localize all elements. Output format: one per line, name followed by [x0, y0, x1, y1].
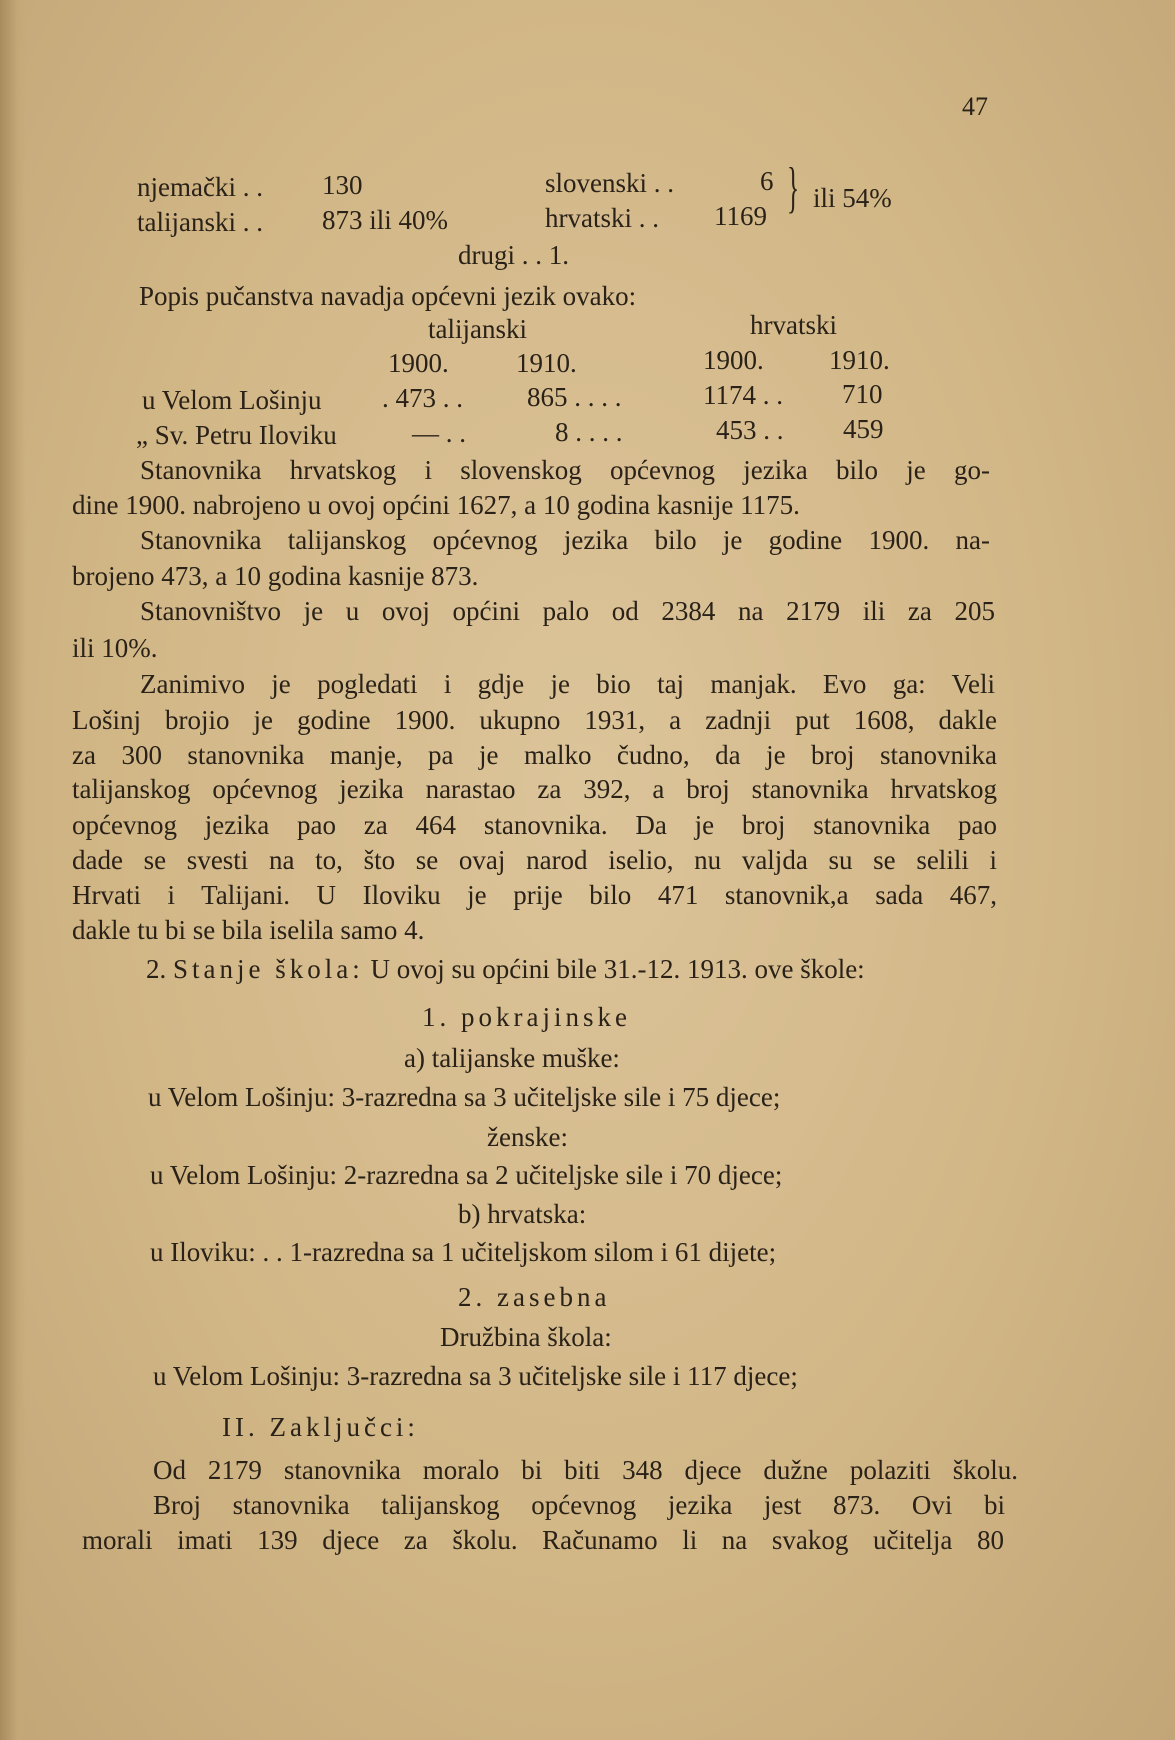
conclusions-heading: II. Zaključci: [222, 1412, 419, 1442]
paragraph-line: Zanimivo je pogledati i gdje je bio taj manjak. Evo ga: Veli [140, 669, 995, 699]
page-number: 47 [962, 92, 988, 121]
paragraph-line: ili 10%. [72, 633, 158, 663]
paragraph-line: za 300 stanovnika manje, pa je malko čudno, da je broj stanovnika [72, 740, 997, 770]
census-cell: . 473 . . [382, 383, 463, 413]
census-row-place: „ Sv. Petru Iloviku [136, 420, 337, 450]
census-group-croatian: hrvatski [750, 310, 837, 340]
schools-sub-private: 2. zasebna [458, 1282, 611, 1312]
census-row-place: u Velom Lošinju [142, 385, 322, 415]
paragraph-line: dakle tu bi se bila iselila samo 4. [72, 915, 425, 945]
lang-other: drugi . . 1. [458, 240, 569, 270]
schools-heading-num: 2. [146, 954, 167, 984]
conclusion-line: Od 2179 stanovnika moralo bi biti 348 djece dužne polaziti školu. [153, 1455, 1018, 1485]
page-edge-shadow [0, 0, 26, 1740]
census-intro: Popis pučanstva navadja općevni jezik ovako: [139, 281, 637, 311]
census-cell: 865 . . . . [527, 382, 622, 412]
paragraph-line: Lošinj brojio je godine 1900. ukupno 1931, a zadnji put 1608, dakle [72, 705, 997, 735]
brace-note: ili 54% [813, 183, 892, 213]
schools-heading-spaced: Stanje škola: [173, 954, 364, 984]
lang-value-german: 130 [322, 170, 363, 200]
census-year: 1910. [829, 345, 890, 375]
schools-sub-croatian: b) hrvatska: [458, 1199, 587, 1229]
conclusion-line: morali imati 139 djece za školu. Računamo li na svakog učitelja 80 [82, 1525, 1004, 1555]
lang-label-german: njemački . . [137, 172, 263, 202]
paragraph-line: talijanskog općevnog jezika narastao za 392, a broj stanovnika hrvatskog [72, 774, 997, 804]
lang-label-croatian: hrvatski . . [545, 203, 659, 233]
paragraph-line: Stanovnika talijanskog općevnog jezika bilo je godine 1900. na- [140, 525, 990, 555]
census-cell: 8 . . . . [555, 417, 623, 447]
brace-symbol: } [787, 157, 800, 219]
census-group-italian: talijanski [428, 314, 527, 344]
census-cell: — . . [412, 418, 466, 448]
census-cell: 710 [842, 379, 883, 409]
schools-sub-female: ženske: [487, 1122, 568, 1152]
lang-label-slovene: slovenski . . [545, 168, 675, 198]
schools-sub-society: Družbina škola: [440, 1322, 612, 1352]
census-cell: 459 [843, 414, 884, 444]
schools-sub-provincial: 1. pokrajinske [422, 1002, 631, 1032]
census-cell: 453 . . [716, 415, 784, 445]
school-line: u Velom Lošinju: 3-razredna sa 3 učiteljske sile i 75 djece; [148, 1082, 781, 1112]
paragraph-line: Stanovništvo je u ovoj općini palo od 2384 na 2179 ili za 205 [140, 596, 995, 626]
paragraph-line: brojeno 473, a 10 godina kasnije 873. [72, 561, 479, 591]
census-cell: 1174 . . [703, 380, 783, 410]
schools-heading-rest: U ovoj su općini bile 31.-12. 1913. ove škole: [370, 954, 865, 984]
paragraph-line: Stanovnika hrvatskog i slovenskog općevnog jezika bilo je go- [140, 455, 990, 485]
lang-label-italian: talijanski . . [137, 207, 263, 237]
paragraph-line: dade se svesti na to, što se ovaj narod iselio, nu valjda su se selili i [72, 845, 997, 875]
lang-value-italian: 873 ili 40% [322, 205, 448, 235]
paragraph-line: dine 1900. nabrojeno u ovoj općini 1627, a 10 godina kasnije 1175. [72, 490, 800, 520]
census-year: 1910. [516, 348, 577, 378]
census-year: 1900. [703, 345, 764, 375]
census-year: 1900. [388, 348, 449, 378]
conclusion-line: Broj stanovnika talijanskog općevnog jezika jest 873. Ovi bi [153, 1490, 1005, 1520]
schools-sub-italian-male: a) talijanske muške: [404, 1043, 620, 1073]
lang-value-croatian: 1169 [714, 201, 767, 231]
paragraph-line: Hrvati i Talijani. U Iloviku je prije bilo 471 stanovnik,a sada 467, [72, 880, 997, 910]
schools-heading [146, 954, 865, 984]
school-line: u Velom Lošinju: 3-razredna sa 3 učiteljske sile i 117 djece; [153, 1361, 798, 1391]
lang-value-slovene: 6 [760, 166, 774, 196]
school-line: u Iloviku: . . 1-razredna sa 1 učiteljskom silom i 61 dijete; [150, 1237, 777, 1267]
paragraph-line: općevnog jezika pao za 464 stanovnika. Da je broj stanovnika pao [72, 810, 997, 840]
school-line: u Velom Lošinju: 2-razredna sa 2 učiteljske sile i 70 djece; [150, 1160, 783, 1190]
